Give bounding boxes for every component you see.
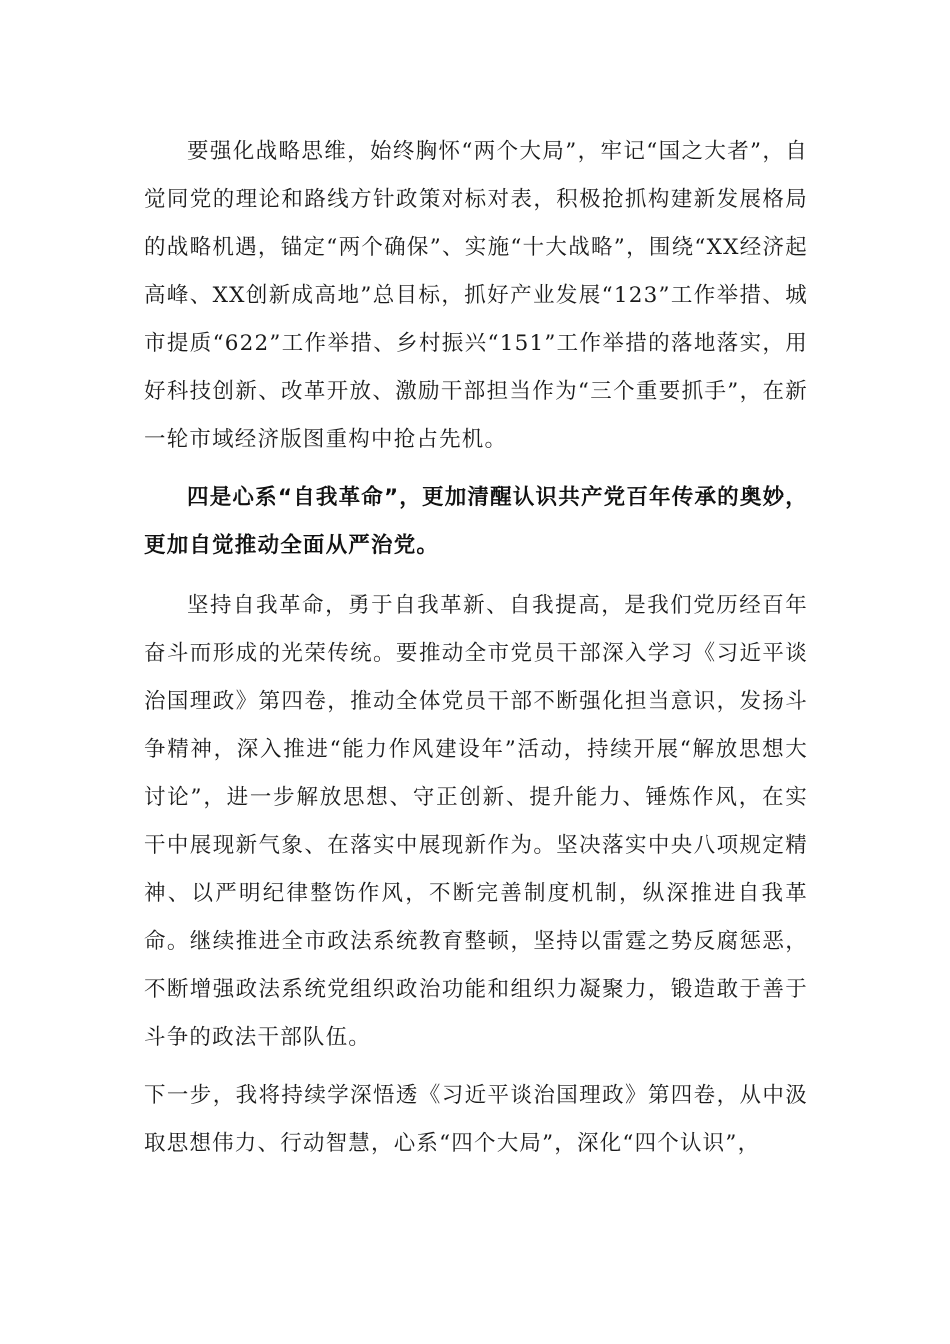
paragraph-self-revolution: 坚持自我革命，勇于自我革新、自我提高，是我们党历经百年奋斗而形成的光荣传统。要推动全市党员干部深入学习《习近平谈治国理政》第四卷，推动全体党员干部不断强化担当意识，发扬斗争精神，深入推进“能力作风建设年”活动，持续开展“解放思想大讨论”，进一步解放思想、守正创新、提升能力、锤炼作风，在实干中展现新气象、在落实中展现新作为。坚决落实中央八项规定精神、以严明纪律整饬作风，不断完善制度机制，纵深推进自我革命。继续推进全市政法系统教育整顿，坚持以雷霆之势反腐惩恶，不断增强政法系统党组织政治功能和组织力凝聚力，锻造敢于善于斗争的政法干部队伍。 [144, 593, 808, 1050]
paragraph-strategic-thinking: 要强化战略思维，始终胸怀“两个大局”，牢记“国之大者”，自觉同党的理论和路线方针政策对标对表，积极抢抓构建新发展格局的战略机遇，锚定“两个确保”、实施“十大战略”，围绕“XX经济起高峰、XX创新成高地”总目标，抓好产业发展“123”工作举措、城市提质“622”工作举措、乡村振兴“151”工作举措的落地落实，用好科技创新、改革开放、激励干部担当作为“三个重要抓手”，在新一轮市域经济版图重构中抢占先机。 [144, 139, 808, 452]
paragraph-next-steps: 下一步，我将持续学深悟透《习近平谈治国理政》第四卷，从中汲取思想伟力、行动智慧，心系“四个大局”，深化“四个认识”， [144, 1083, 808, 1156]
section-heading-self-revolution: 四是心系“自我革命”，更加清醒认识共产党百年传承的奥妙，更加自觉推动全面从严治党。 [144, 485, 808, 558]
document-body [144, 128, 808, 1178]
